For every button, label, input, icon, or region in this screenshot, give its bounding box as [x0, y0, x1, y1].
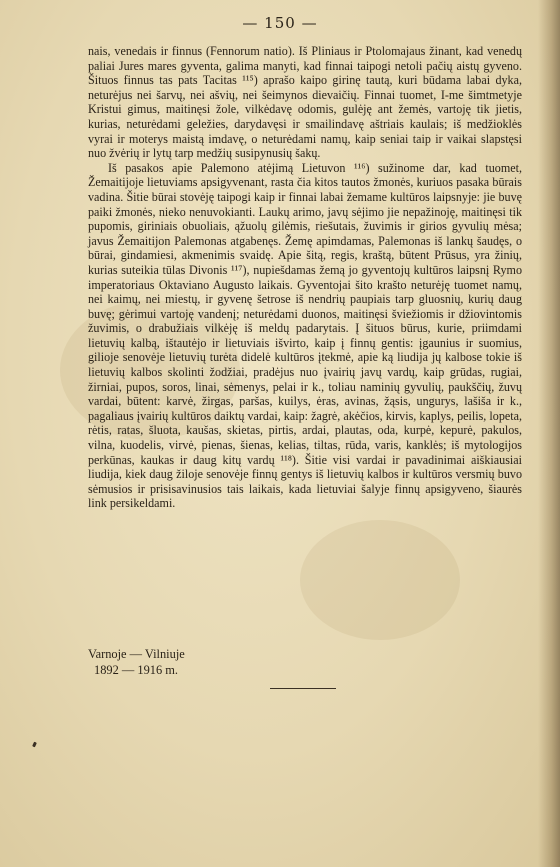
body-text — [88, 44, 522, 511]
paragraph-1: nais, venedais ir finnus (Fennorum natio). Iš Pliniaus ir Ptolomajaus žinant, kad venedų paliai Jures mares gyventa, galima manyti, kad finnai taipogi netoli pačių aistų gyveno. Šituos finnus tas pats Tacitas ¹¹⁵) aprašo kaipo girinę tautą, kuri būdama labai dyka, neturėjus nei šarvų, nei ašvių, nei šeimynos dievaičių. Finnai tuomet, I-me šimtmetyje Kristui gimus, maitinęsi žole, vilkėdavę odomis, gulėję ant žemės, vartoję tik jietis, kurias, neturėdami geležies, darydavęsi ir smailindavę aštriais kaulais; iš medžioklės vyrai ir moterys maistą imdavę, o neturėdami namų, kaip seniai taip ir vaikai slapstęsi nuo žvėrių ir lytų tarp medžių susipynusių šakų. — [88, 44, 522, 161]
signature-block — [88, 646, 185, 678]
paper-stain — [300, 520, 460, 640]
page-number: — 150 — — [242, 14, 318, 32]
end-rule — [270, 688, 336, 689]
paragraph-2: Iš pasakos apie Palemono atėjimą Lietuvon ¹¹⁶) sužinome dar, kad tuomet, Žemaitijoje lietuviams apsigyvenant, rasta čia kitos tautos žmonės, kuriuos pasaka būrais vadina. Šitie būrai stovėję taipogi kaip ir finnai labai žemame kultūros laipsnyje: jie buvę paiki žmonės, nieko nenuvokianti. Laukų arimo, javų sėjimo jie nepažinoję, maitinęsi tik pupomis, giriniais obuoliais, ąžuolų gilėmis, riešutais, žuvimis ir girios gyvulių mėsa; javus Žemaitijon Palemonas atgabenęs. Žemę apimdamas, Palemonas iš lankų šaudęs, o būrai, gindamiesi, akmenimis svaidę. Apie šitą, regis, kraštą, būtent Prūsus, yra žinių, kurias suteikia tūlas Divonis ¹¹⁷), nupiešdamas žemą jo gyventojų kultūros laipsnį Rymo imperatoriaus Oktaviano Augusto laikais. Gyventojai šito krašto neturėję tuomet namų, nei kaimų, nei miestų, ir gyvenę šetrose iš nendrių paupiais tarp gluosnių, kurių daug buvę; gėrimui vartoję vandenį; neturėdami duonos, maitinęsi šviežiomis ir džiovintomis žuvimis, o drabužiais vilkėję iš meldų padarytais. Į šituos būrus, kurie, priimdami lietuvių kalbą, ištautėjo ir lietuviais išvirto, kaip į finnų gentis: įgaunius ir suomius, gilioje senovėje lietuvių turėta didelė kultūros įtekmė, apie ką liudija jų kalbose tokie iš lietuvių kalbos skolinti žodžiai, pradėjus nuo įvairių javų vardų, kaip grūdas, rugiai, žirniai, pupos, soros, linai, sėmenys, pelai ir k., toliau naminių gyvulių, paukščių, žuvų vardai, būtent: karvė, žirgas, paršas, kuilys, ėras, avinas, žąsis, ungurys, lašiša ir k., pagaliaus įvairių kultūros daiktų vardai, kaip: žagrė, akėčios, kirvis, kaplys, peilis, lopeta, rėtis, ratas, šluota, kaušas, skietas, pirtis, ardai, plautas, oda, kurpė, kepurė, pakulos, vilna, kuodelis, virvė, pienas, šienas, kelias, tiltas, rūda, varis, kanklės; iš mytologijos perkūnas, kaukas ir daug kitų vardų ¹¹⁸). Šitie visi vardai ir pavadinimai aiškiausiai liudija, kiek daug žiloje senovėje finnų gentys iš lietuvių kalbos ir kultūros versmių buvo sėmusios ir prisisavinusios tais laikais, kada lietuviai šalyje finnų apsigyveno, šiaurės link persikeldami. — [88, 160, 522, 511]
page-edge-shadow — [538, 0, 560, 867]
signature-place: Varnoje — Vilniuje — [88, 647, 185, 661]
ink-mark — [32, 742, 37, 748]
signature-years: 1892 — 1916 m. — [94, 663, 178, 677]
